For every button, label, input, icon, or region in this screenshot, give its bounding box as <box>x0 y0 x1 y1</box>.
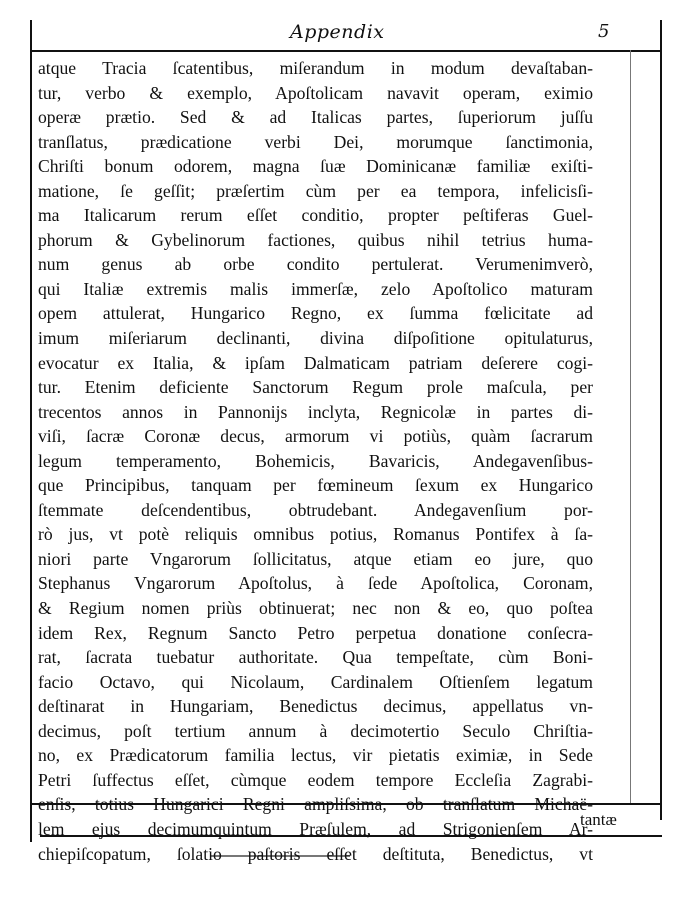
text-line: idem Rex, Regnum Sancto Petro perpetua donatione conſecra- <box>38 622 593 643</box>
body-text <box>38 56 593 866</box>
text-line: qui Italiæ extremis malis immerſæ, zelo Apoſtolico maturam <box>38 278 593 299</box>
text-line: Stephanus Vngarorum Apoſtolus, à ſede Apoſtolica, Coronam, <box>38 573 593 594</box>
text-line: opem attulerat, Hungarico Regno, ex ſumma fœlicitate ad <box>38 303 593 324</box>
text-line: Petri ſuffectus eſſet, cùmque eodem tempore Eccleſia Zagrabi- <box>38 769 593 790</box>
text-line: rat, ſacrata tuebatur authoritate. Qua tempeſtate, cùm Boni- <box>38 647 593 668</box>
text-line: evocatur ex Italia, & ipſam Dalmaticam patriam deſerere cogi- <box>38 352 593 373</box>
text-line: matione, ſe geſſit; præſertim cùm per ea tempora, infelicisſi- <box>38 180 593 201</box>
text-line: decimus, poſt tertium annum à decimotertio Seculo Chriſtia- <box>38 720 593 741</box>
text-line: imum miſeriarum declinanti, divina diſpoſitione opitulaturus, <box>38 328 593 349</box>
text-line: trecentos annos in Pannonijs inclyta, Regnicolæ in partes di- <box>38 401 593 422</box>
text-line: & Regium nomen priùs obtinuerat; nec non & eo, quo poſtea <box>38 598 593 619</box>
text-line: chiepiſcopatum, ſolatio paſtoris eſſet deſtituta, Benedictus, vt <box>38 843 593 864</box>
text-line: no, ex Prædicatorum familia lectus, vir pietatis eximiæ, in Sede <box>38 745 593 766</box>
text-line: lem ejus decimumquintum Præſulem, ad Strigonienſem Ar- <box>38 818 593 839</box>
left-border-rule <box>30 20 32 842</box>
text-line: facio Octavo, qui Nicolaum, Cardinalem Oſtienſem legatum <box>38 671 593 692</box>
text-line: tranſlatus, prædicatione verbi Dei, morumque ſanctimonia, <box>38 131 593 152</box>
text-line: operæ prætio. Sed & ad Italicas partes, ſuperiorum juſſu <box>38 107 593 128</box>
text-line: legum temperamento, Bohemicis, Bavaricis, Andegavenſibus- <box>38 450 593 471</box>
text-line: niori parte Vngarorum ſollicitatus, atque etiam eo jure, quo <box>38 548 593 569</box>
catchword: tantæ <box>580 810 617 829</box>
text-line: deſtinarat in Hungariam, Benedictus decimus, appellatus vn- <box>38 696 593 717</box>
inner-right-rule <box>630 50 631 803</box>
text-line: tur, verbo & exemplo, Apoſtolicam navavit operam, eximio <box>38 82 593 103</box>
text-line: num genus ab orbe condito pertulerat. Verumenimverò, <box>38 254 593 275</box>
right-border-rule <box>660 20 662 820</box>
text-line: phorum & Gybelinorum factiones, quibus nihil tetrius huma- <box>38 229 593 250</box>
text-line: ſtemmate deſcendentibus, obtrudebant. Andegavenſium por- <box>38 499 593 520</box>
text-line: Chriſti bonum odorem, magna ſuæ Dominicanæ familiæ exiſti- <box>38 156 593 177</box>
page-number: 5 <box>598 21 610 42</box>
text-line: viſi, ſacræ Coronæ decus, armorum vi potiùs, quàm ſacrarum <box>38 426 593 447</box>
text-line: atque Tracia ſcatentibus, miſerandum in modum devaſtaban- <box>38 58 593 78</box>
text-line: que Principibus, tanquam per fœmineum ſexum ex Hungarico <box>38 475 593 496</box>
running-title: Appendix <box>290 21 385 43</box>
header-rule <box>30 50 662 52</box>
text-line: ma Italicarum rerum eſſet conditio, propter peſtiferas Guel- <box>38 205 593 226</box>
text-line: enſis, totius Hungarici Regni ampliſsima, ob tranſlatum Michaë- <box>38 794 593 815</box>
text-line: rò jus, vt potè reliquis omnibus potius, Romanus Pontifex à ſa- <box>38 524 593 545</box>
text-line: tur. Etenim deficiente Sanctorum Regum prole maſcula, per <box>38 377 593 398</box>
